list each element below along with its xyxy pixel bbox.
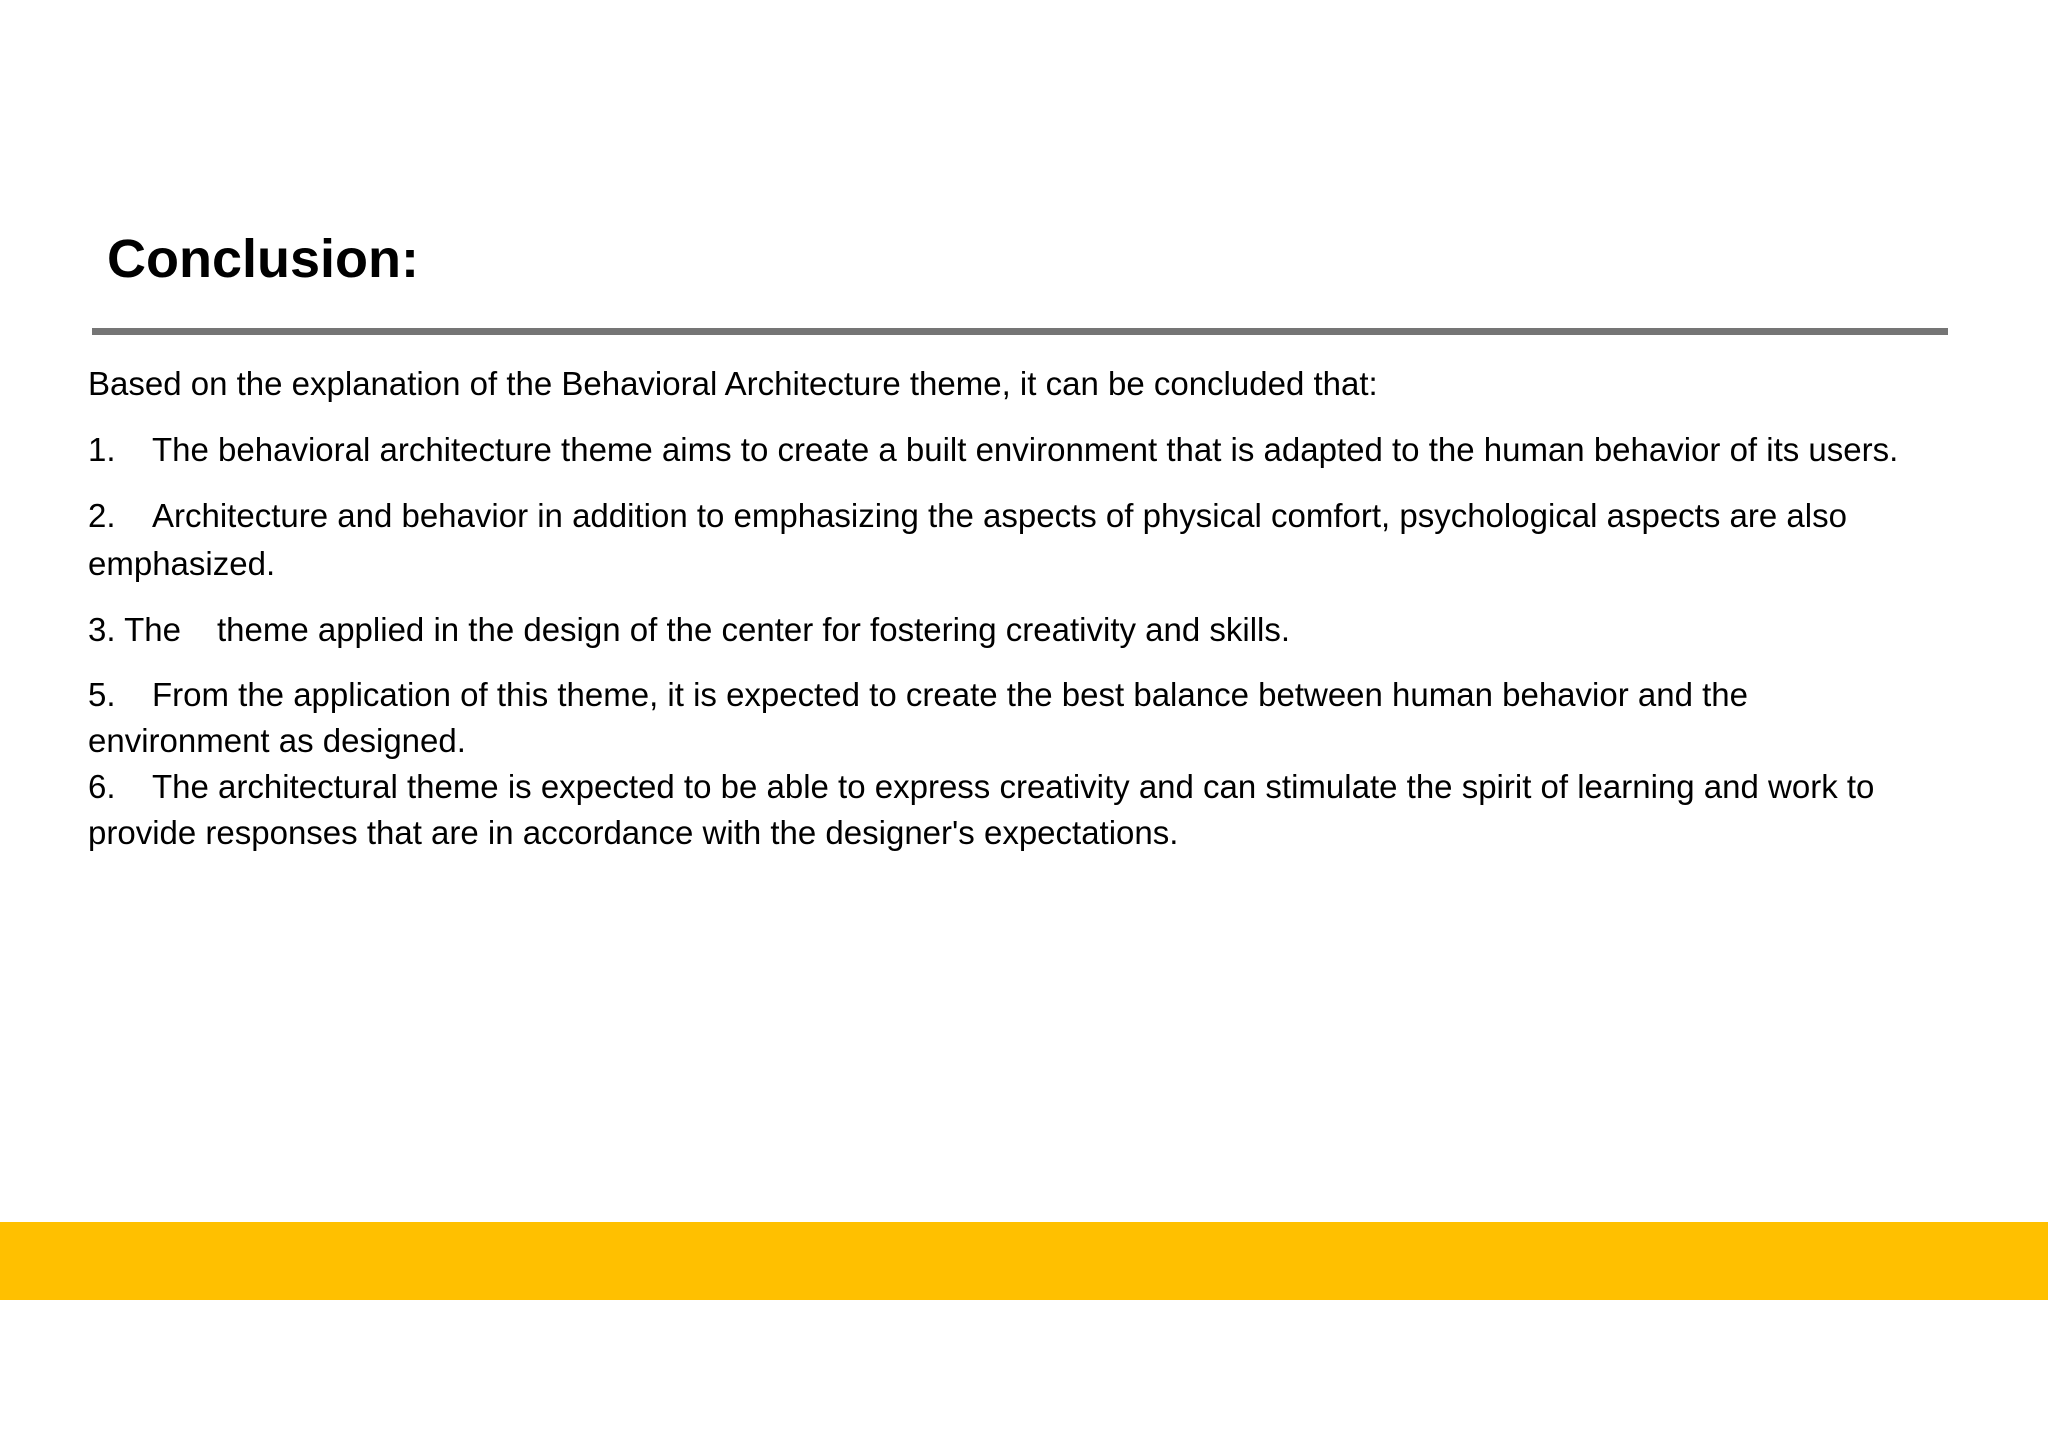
conclusion-item-5 (88, 672, 1938, 764)
item-number: 2. (88, 497, 116, 534)
item-number: 5. (88, 676, 116, 713)
item-number: 1. (88, 431, 116, 468)
title-divider (92, 328, 1948, 335)
item-number: 6. (88, 768, 116, 805)
item-text: The behavioral architecture theme aims to create a built environment that is adapted to the human behavior of its users. (152, 431, 1899, 468)
intro-text: Based on the explanation of the Behavioral Architecture theme, it can be concluded that: (88, 365, 1378, 402)
conclusion-body (88, 360, 1938, 856)
conclusion-item-1 (88, 426, 1938, 474)
item-text: From the application of this theme, it is expected to create the best balance between human behavior and the environment as designed. (88, 676, 1748, 759)
item-text: Architecture and behavior in addition to emphasizing the aspects of physical comfort, psychological aspects are also emphasized. (88, 497, 1847, 582)
item-text: theme applied in the design of the center for fostering creativity and skills. (216, 611, 1291, 648)
conclusion-item-2 (88, 492, 1938, 588)
conclusion-item-3 (88, 606, 1938, 654)
conclusion-item-6 (88, 764, 1938, 856)
item-number: 3. The (88, 611, 181, 648)
accent-footer-band (0, 1222, 2048, 1300)
slide-title: Conclusion: (107, 229, 419, 289)
item-text: The architectural theme is expected to be able to express creativity and can stimulate the spirit of learning and work to provide responses that are in accordance with the designer's expectations. (88, 768, 1875, 851)
